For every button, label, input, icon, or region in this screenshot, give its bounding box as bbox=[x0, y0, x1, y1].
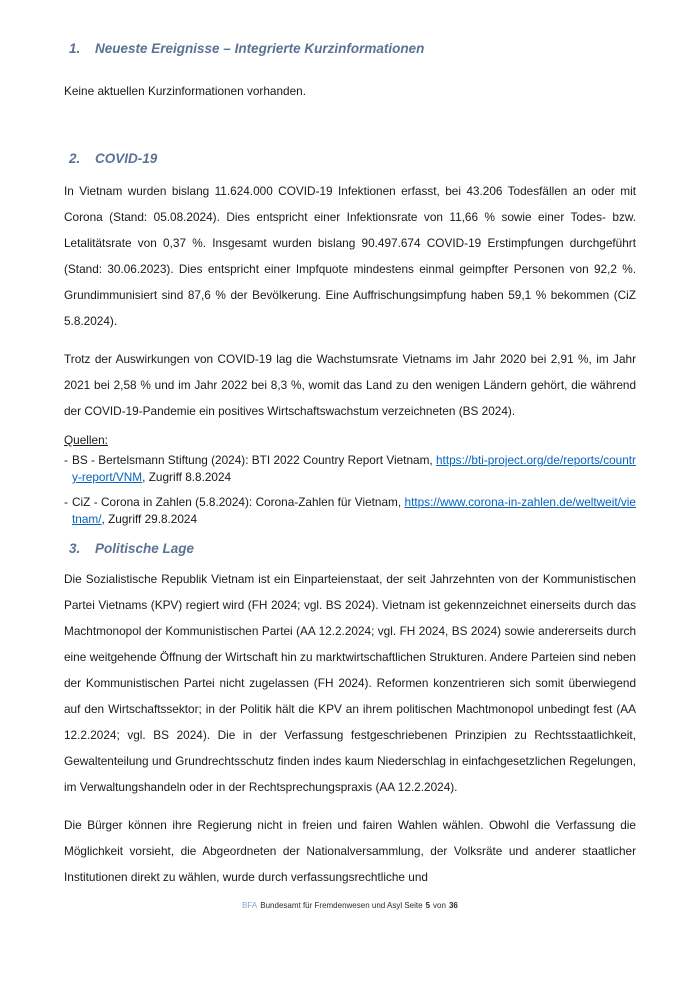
section-title: COVID-19 bbox=[95, 151, 158, 166]
list-dash: - bbox=[64, 453, 68, 467]
section-heading-covid bbox=[64, 150, 636, 168]
section-number: 1. bbox=[69, 41, 81, 56]
sources-label: Quellen: bbox=[64, 433, 108, 447]
source-item-ciz bbox=[64, 494, 636, 528]
paragraph-politics-elections: Die Bürger können ihre Regierung nicht in freien und fairen Wahlen wählen. Obwohl die Verfassung die Möglichkeit vorsieht, die Abgeordneten der Nationalversammlung, der Volksräte und anderer staatlicher Institutionen direkt zu wählen, wurde durch verfassungsrechtliche und bbox=[64, 818, 636, 884]
paragraph-covid-stats: In Vietnam wurden bislang 11.624.000 COVID-19 Infektionen erfasst, bei 43.206 Todesfällen an oder mit Corona (Stand: 05.08.2024). Dies entspricht einer Infektionsrate von 11,66 % sowie einer Todes- bzw. Letalitätsrate von 0,37 %. Insgesamt wurden bislang 90.497.674 COVID-19 Erstimpfungen durchgeführt (Stand: 30.06.2023). Dies entspricht einer Impfquote mindestens einmal geimpfter Personen von 92,2 %. Grundimmunisiert sind 87,6 % der Bevölkerung. Eine Auffrischungsimpfung haben 59,1 % bekommen (CiZ 5.8.2024). bbox=[64, 184, 636, 328]
footer-page-total: 36 bbox=[448, 901, 458, 910]
paragraph-politics-system: Die Sozialistische Republik Vietnam ist ein Einparteienstaat, der seit Jahrzehnten von der Kommunistischen Partei Vietnams (KPV) regiert wird (FH 2024; vgl. BS 2024). Vietnam ist gekennzeichnet einerseits durch das Machtmonopol der Kommunistischen Partei (AA 12.2.2024; vgl. FH 2024, BS 2024) sowie andererseits durch eine weitgehende Öffnung der Wirtschaft hin zu marktwirtschaftlichen Strukturen. Andere Parteien sind neben der Kommunistischen Partei nicht zugelassen (FH 2024). Reformen konzentrieren sich somit überwiegend auf den Wirtschaftssektor; in der Politik hält die KPV an ihrem politischen Machtmonopol unbedingt fest (AA 12.2.2024; vgl. BS 2024). Die in der Verfassung festgeschriebenen Prinzipien zu Rechtsstaatlichkeit, Gewaltenteilung und Grundrechtsschutz finden indes kaum Niederschlag in einfachgesetzlichen Regelungen, im Verwaltungshandeln oder in der Rechtsprechungspraxis (AA 12.2.2024). bbox=[64, 572, 636, 794]
footer-org-name: Bundesamt für Fremdenwesen und Asyl Seite bbox=[260, 901, 423, 910]
source-text bbox=[72, 452, 636, 486]
footer-org-abbr: BFA bbox=[242, 901, 258, 910]
section-number: 2. bbox=[69, 151, 81, 166]
source-suffix: , Zugriff 8.8.2024 bbox=[142, 470, 232, 484]
list-dash: - bbox=[64, 495, 68, 509]
section-heading-news bbox=[64, 40, 636, 58]
page-footer bbox=[64, 900, 636, 911]
paragraph-no-news: Keine aktuellen Kurzinformationen vorhanden. bbox=[64, 84, 306, 98]
paragraph-covid-growth: Trotz der Auswirkungen von COVID-19 lag die Wachstumsrate Vietnams im Jahr 2020 bei 2,91 %, im Jahr 2021 bei 2,58 % und im Jahr 2022 bei 8,3 %, womit das Land zu den wenigen Ländern gehört, die während der COVID-19-Pandemie ein positives Wirtschaftswachstum verzeichneten (BS 2024). bbox=[64, 352, 636, 418]
source-link-corona-in-zahlen[interactable]: https://www.corona-in-zahlen.de/weltweit/vietnam/ bbox=[72, 495, 636, 526]
source-prefix: BS - Bertelsmann Stiftung (2024): BTI 2022 Country Report Vietnam, bbox=[72, 453, 436, 467]
source-item-bs bbox=[64, 452, 636, 486]
section-title: Neueste Ereignisse – Integrierte Kurzinformationen bbox=[95, 41, 425, 56]
footer-of-label: von bbox=[433, 901, 446, 910]
footer-page-number: 5 bbox=[425, 901, 431, 910]
section-heading-politics bbox=[64, 540, 636, 558]
source-prefix: CiZ - Corona in Zahlen (5.8.2024): Corona-Zahlen für Vietnam, bbox=[72, 495, 405, 509]
source-link-bti[interactable]: https://bti-project.org/de/reports/country-report/VNM bbox=[72, 453, 636, 484]
section-title: Politische Lage bbox=[95, 541, 195, 556]
section-number: 3. bbox=[69, 541, 81, 556]
source-suffix: , Zugriff 29.8.2024 bbox=[101, 512, 198, 526]
source-text bbox=[72, 494, 636, 528]
